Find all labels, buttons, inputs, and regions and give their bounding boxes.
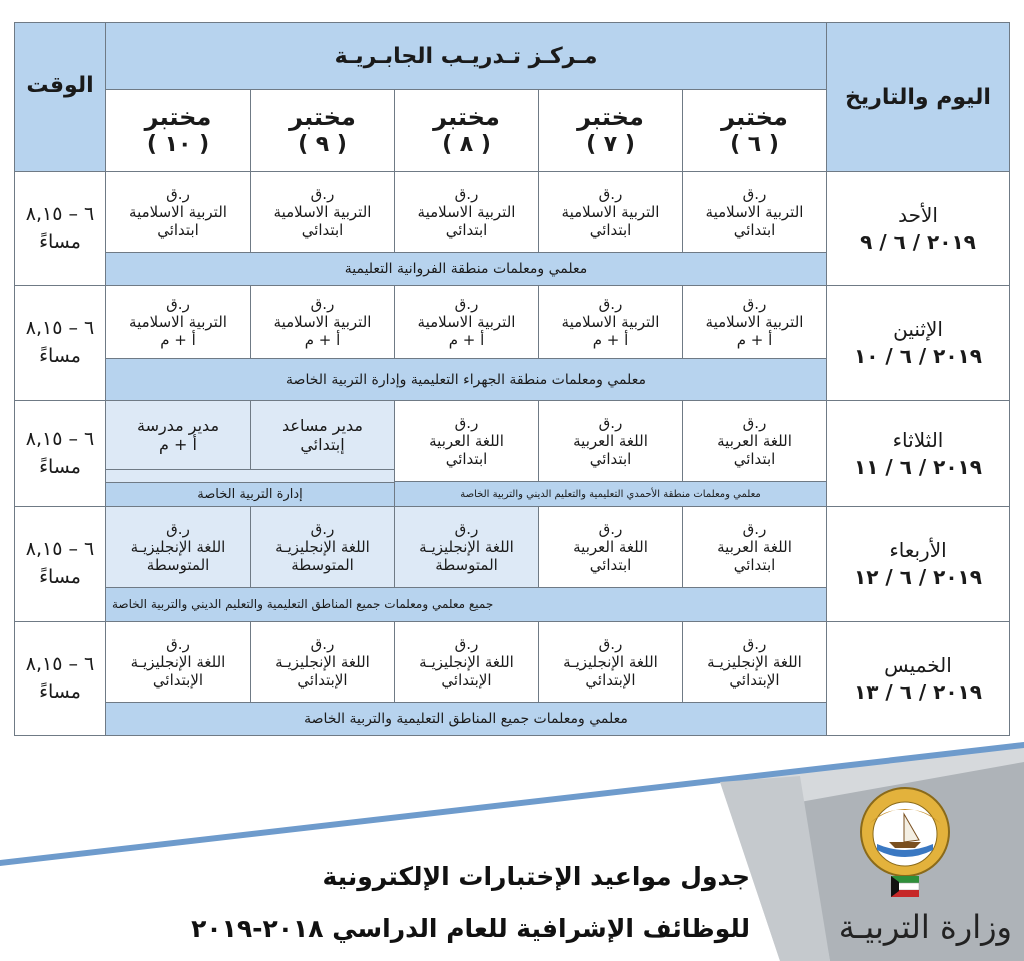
cell-level: ابتدائي — [733, 221, 776, 239]
lab-number: ( ٩ ) — [298, 131, 347, 157]
cell-code: ر.ق — [310, 185, 335, 203]
row-day — [826, 285, 1010, 401]
cell-code: ر.ق — [454, 635, 479, 653]
lab-cell — [538, 506, 683, 588]
header-day-date: اليوم والتاريخ — [826, 22, 1010, 172]
row-band: معلمي ومعلمات منطقة الجهراء التعليمية وإدارة التربية الخاصة — [105, 358, 827, 401]
cell-code: ر.ق — [310, 295, 335, 313]
day-date: ٢٠١٩ / ٦ / ١٣ — [854, 679, 982, 704]
cell-subject: التربية الاسلامية — [129, 313, 227, 331]
time-period: مساءً — [39, 230, 81, 253]
cell-subject: اللغة العربية — [717, 538, 792, 556]
cell-level: أ + م — [160, 331, 196, 349]
cell-level: أ + م — [592, 331, 629, 349]
cell-code: ر.ق — [742, 185, 767, 203]
row-day — [826, 506, 1010, 622]
cell-subject: التربية الاسلامية — [705, 313, 804, 331]
lab-cell — [250, 171, 395, 253]
day-date: ٢٠١٩ / ٦ / ١٢ — [854, 565, 982, 589]
lab-cell — [250, 621, 395, 703]
lab-cell — [105, 400, 251, 470]
cell-level: الإبتدائي — [585, 671, 636, 689]
lab-cell — [394, 506, 539, 588]
row-time — [14, 400, 106, 507]
cell-subject: التربية الاسلامية — [417, 203, 516, 221]
cell-code: ر.ق — [598, 520, 623, 538]
day-date: ٢٠١٩ / ٦ / ٩ — [860, 229, 976, 254]
footer-subtitle: للوظائف الإشرافية للعام الدراسي ٢٠١٨-٢٠١٩ — [191, 914, 750, 943]
cell-code: ر.ق — [454, 520, 479, 538]
day-date: ٢٠١٩ / ٦ / ١٠ — [854, 344, 982, 368]
cell-code: ر.ق — [454, 295, 479, 313]
lab-cell — [105, 171, 251, 253]
time-period: مساءً — [39, 566, 81, 588]
row-band-left: إدارة التربية الخاصة — [105, 482, 395, 507]
lab-header-9 — [250, 89, 395, 172]
row-band: جميع معلمي ومعلمات جميع المناطق التعليمية والتعليم الديني والتربية الخاصة — [105, 587, 827, 622]
cell-code: ر.ق — [166, 520, 190, 538]
cell-level: إبتدائي — [300, 435, 345, 454]
kuwait-emblem-icon — [855, 784, 955, 904]
cell-level: الإبتدائي — [152, 671, 204, 689]
cell-level: المتوسطة — [291, 556, 354, 574]
schedule-table — [14, 22, 1010, 736]
cell-subject: اللغة الإنجليزيـة — [275, 538, 370, 556]
cell-code: ر.ق — [742, 520, 767, 538]
lab-cell — [394, 400, 539, 482]
lab-cell — [105, 621, 251, 703]
day-name: الإثنين — [893, 317, 943, 341]
time-period: مساءً — [39, 680, 81, 703]
cell-code: ر.ق — [310, 520, 335, 538]
cell-level: الإبتدائي — [441, 671, 492, 689]
lab-cell — [250, 400, 395, 470]
row-time — [14, 285, 106, 401]
lab-number: ( ٦ ) — [730, 131, 779, 157]
cell-level: ابتدائي — [445, 221, 488, 239]
row-band: معلمي ومعلمات منطقة الفروانية التعليمية — [105, 252, 827, 286]
lab-header-10 — [105, 89, 251, 172]
cell-code: ر.ق — [598, 414, 623, 432]
lab-cell — [538, 171, 683, 253]
cell-code: ر.ق — [166, 635, 190, 653]
cell-code: ر.ق — [166, 185, 190, 203]
cell-subject: التربية الاسلامية — [417, 313, 516, 331]
lab-cell — [682, 506, 827, 588]
cell-level: أ + م — [304, 331, 341, 349]
cell-level: المتوسطة — [146, 556, 210, 574]
lab-name: مختبر — [577, 103, 644, 132]
lab-cell — [394, 171, 539, 253]
day-name: الثلاثاء — [892, 427, 944, 452]
lab-number: ( ١٠ ) — [146, 131, 210, 157]
cell-code: ر.ق — [598, 635, 623, 653]
cell-code: ر.ق — [742, 635, 767, 653]
lab-header-8 — [394, 89, 539, 172]
row-time — [14, 171, 106, 286]
row-time — [14, 506, 106, 622]
cell-subject: اللغة العربية — [573, 538, 648, 556]
cell-code: ر.ق — [598, 185, 623, 203]
cell-level: ابتدائي — [589, 556, 632, 574]
cell-level: أ + م — [159, 435, 197, 454]
cell-subject: اللغة الإنجليزيـة — [707, 653, 802, 671]
row-day — [826, 400, 1010, 507]
cell-code: ر.ق — [598, 295, 623, 313]
cell-level: ابتدائي — [589, 221, 632, 239]
time-range: ٦ – ٨,١٥ — [25, 202, 95, 225]
header-time: الوقت — [14, 22, 106, 172]
time-range: ٦ – ٨,١٥ — [25, 317, 95, 340]
lab-cell — [105, 285, 251, 359]
lab-name: مختبر — [289, 103, 356, 132]
cell-level: ابتدائي — [733, 450, 776, 468]
cell-subject: التربية الاسلامية — [561, 203, 660, 221]
row-day — [826, 621, 1010, 736]
lab-cell — [250, 285, 395, 359]
time-period: مساءً — [39, 455, 81, 478]
lab-cell — [538, 621, 683, 703]
lab-name: مختبر — [144, 103, 212, 132]
time-range: ٦ – ٨,١٥ — [25, 427, 95, 450]
time-range: ٦ – ٨,١٥ — [25, 538, 95, 561]
cell-role: مدير مدرسة — [137, 415, 220, 435]
cell-level: ابتدائي — [445, 450, 488, 468]
lab-cell — [105, 506, 251, 588]
cell-subject: اللغة الإنجليزيـة — [419, 653, 514, 671]
day-name: الأحد — [898, 202, 938, 227]
row-band: معلمي ومعلمات جميع المناطق التعليمية والتربية الخاصة — [105, 702, 827, 736]
cell-code: ر.ق — [454, 414, 479, 432]
cell-role: مدير مساعد — [282, 415, 363, 435]
lab-number: ( ٧ ) — [586, 131, 635, 157]
lab-cell — [394, 285, 539, 359]
row-time — [14, 621, 106, 736]
row-band-right: معلمي ومعلمات منطقة الأحمدي التعليمية والتعليم الديني والتربية الخاصة — [394, 481, 827, 507]
lab-name: مختبر — [433, 103, 500, 132]
cell-level: ابتدائي — [589, 450, 632, 468]
lab-header-7 — [538, 89, 683, 172]
row-day — [826, 171, 1010, 286]
lab-number: ( ٨ ) — [442, 131, 491, 157]
cell-code: ر.ق — [310, 635, 335, 653]
cell-subject: التربية الاسلامية — [129, 203, 227, 221]
lab-cell — [682, 285, 827, 359]
cell-level: ابتدائي — [733, 556, 776, 574]
time-range: ٦ – ٨,١٥ — [25, 652, 95, 675]
cell-level: أ + م — [736, 331, 773, 349]
cell-level: أ + م — [448, 331, 485, 349]
cell-subject: اللغة الإنجليزيـة — [130, 538, 226, 556]
cell-subject: التربية الاسلامية — [273, 313, 372, 331]
lab-cell — [682, 621, 827, 703]
time-period: مساءً — [39, 345, 81, 367]
cell-subject: اللغة العربية — [429, 432, 504, 450]
cell-code: ر.ق — [742, 295, 767, 313]
lab-name: مختبر — [721, 103, 788, 132]
cell-level: ابتدائي — [157, 221, 199, 239]
lab-cell — [682, 400, 827, 482]
footer-title: جدول مواعيد الإختبارات الإلكترونية — [322, 862, 750, 891]
lab-cell — [250, 506, 395, 588]
day-name: الأربعاء — [889, 538, 947, 562]
lab-cell — [538, 285, 683, 359]
day-date: ٢٠١٩ / ٦ / ١١ — [854, 454, 982, 479]
lab-header-6 — [682, 89, 827, 172]
cell-subject: اللغة الإنجليزيـة — [563, 653, 658, 671]
cell-subject: اللغة الإنجليزيـة — [275, 653, 370, 671]
cell-level: المتوسطة — [435, 556, 498, 574]
cell-code: ر.ق — [166, 295, 190, 313]
cell-code: ر.ق — [742, 414, 767, 432]
cell-subject: التربية الاسلامية — [273, 203, 372, 221]
cell-subject: اللغة الإنجليزيـة — [419, 538, 514, 556]
cell-code: ر.ق — [454, 185, 479, 203]
cell-subject: التربية الاسلامية — [705, 203, 804, 221]
cell-subject: اللغة العربية — [717, 432, 792, 450]
cell-subject: اللغة الإنجليزيـة — [130, 653, 226, 671]
cell-subject: التربية الاسلامية — [561, 313, 660, 331]
lab-cell — [538, 400, 683, 482]
lab-cell — [682, 171, 827, 253]
lab-cell — [394, 621, 539, 703]
cell-level: الإبتدائي — [297, 671, 348, 689]
header-center: مـركـز تـدريـب الجابـريـة — [105, 22, 827, 90]
cell-level: الإبتدائي — [729, 671, 780, 689]
cell-level: ابتدائي — [301, 221, 344, 239]
band-spacer — [105, 469, 395, 483]
cell-subject: اللغة العربية — [573, 432, 648, 450]
day-name: الخميس — [884, 652, 952, 677]
ministry-name: وزارة التربيـة — [838, 908, 1012, 946]
